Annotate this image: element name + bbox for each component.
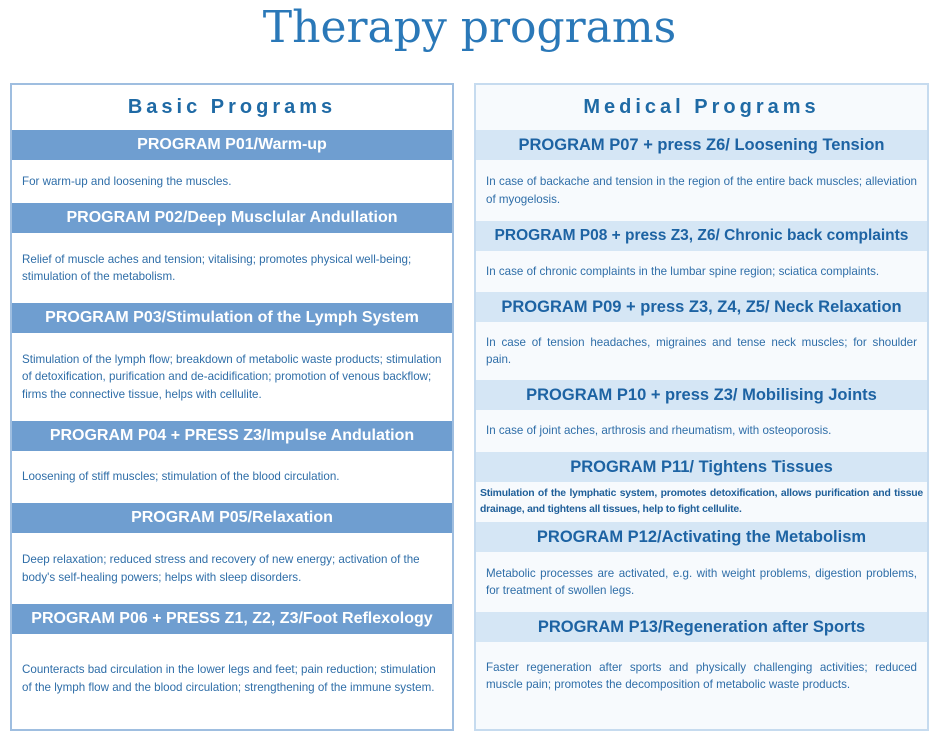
program-p08-description: In case of chronic complaints in the lumbar spine region; sciatica complaints. (476, 251, 927, 292)
program-p09-description: In case of tension headaches, migraines and tense neck muscles; for shoulder pain. (476, 322, 927, 380)
program-p07-heading: PROGRAM P07 + press Z6/ Loosening Tension (476, 130, 927, 160)
program-p10-heading: PROGRAM P10 + press Z3/ Mobilising Joints (476, 380, 927, 410)
program-p01-description: For warm-up and loosening the muscles. (12, 160, 452, 203)
program-p05-heading: PROGRAM P05/Relaxation (12, 503, 452, 533)
program-p07-description: In case of backache and tension in the region of the entire back muscles; alleviation of myogelosis. (476, 160, 927, 221)
program-p04-description: Loosening of stiff muscles; stimulation of the blood circulation. (12, 451, 452, 503)
program-p12-heading: PROGRAM P12/Activating the Metabolism (476, 522, 927, 552)
program-p02-description: Relief of muscle aches and tension; vitalising; promotes physical well-being; stimulation of the metabolism. (12, 233, 452, 303)
page-title: Therapy programs (262, 2, 677, 53)
program-p03-description: Stimulation of the lymph flow; breakdown of metabolic waste products; stimulation of detoxification, purification and de-acidification; promotion of venous backflow; firms the connective tissue, helps with cellulite. (12, 333, 452, 421)
program-p06-heading: PROGRAM P06 + PRESS Z1, Z2, Z3/Foot Reflexology (12, 604, 452, 634)
program-p02-heading: PROGRAM P02/Deep Musclular Andullation (12, 203, 452, 233)
basic-programs-title: Basic Programs (127, 96, 337, 118)
basic-programs-panel (10, 83, 454, 731)
program-p03-heading: PROGRAM P03/Stimulation of the Lymph System (12, 303, 452, 333)
medical-programs-panel (474, 83, 929, 731)
program-p08-heading: PROGRAM P08 + press Z3, Z6/ Chronic back complaints (476, 221, 927, 251)
program-p01-heading: PROGRAM P01/Warm-up (12, 130, 452, 160)
program-p06-description: Counteracts bad circulation in the lower legs and feet; pain reduction; stimulation of the lymph flow and the blood circulation; strengthening of the immune system. (12, 634, 452, 723)
program-p12-description: Metabolic processes are activated, e.g. with weight problems, digestion problems, for treatment of swollen legs. (476, 552, 927, 612)
program-p05-description: Deep relaxation; reduced stress and recovery of new energy; activation of the body's self-healing powers; helps with sleep disorders. (12, 533, 452, 604)
program-p11-heading: PROGRAM P11/ Tightens Tissues (476, 452, 927, 482)
program-p10-description: In case of joint aches, arthrosis and rheumatism, with osteoporosis. (476, 410, 927, 452)
program-p13-description: Faster regeneration after sports and physically challenging activities; reduced muscle pain; promotes the decomposition of metabolic waste products. (476, 642, 927, 710)
program-p09-heading: PROGRAM P09 + press Z3, Z4, Z5/ Neck Relaxation (476, 292, 927, 322)
program-p13-heading: PROGRAM P13/Regeneration after Sports (476, 612, 927, 642)
program-p11-description: Stimulation of the lymphatic system, promotes detoxification, allows purification and tissue drainage, and tightens all tissues, help to fight cellulite. (476, 482, 927, 522)
program-p04-heading: PROGRAM P04 + PRESS Z3/Impulse Andulation (12, 421, 452, 451)
medical-programs-title: Medical Programs (583, 96, 820, 118)
